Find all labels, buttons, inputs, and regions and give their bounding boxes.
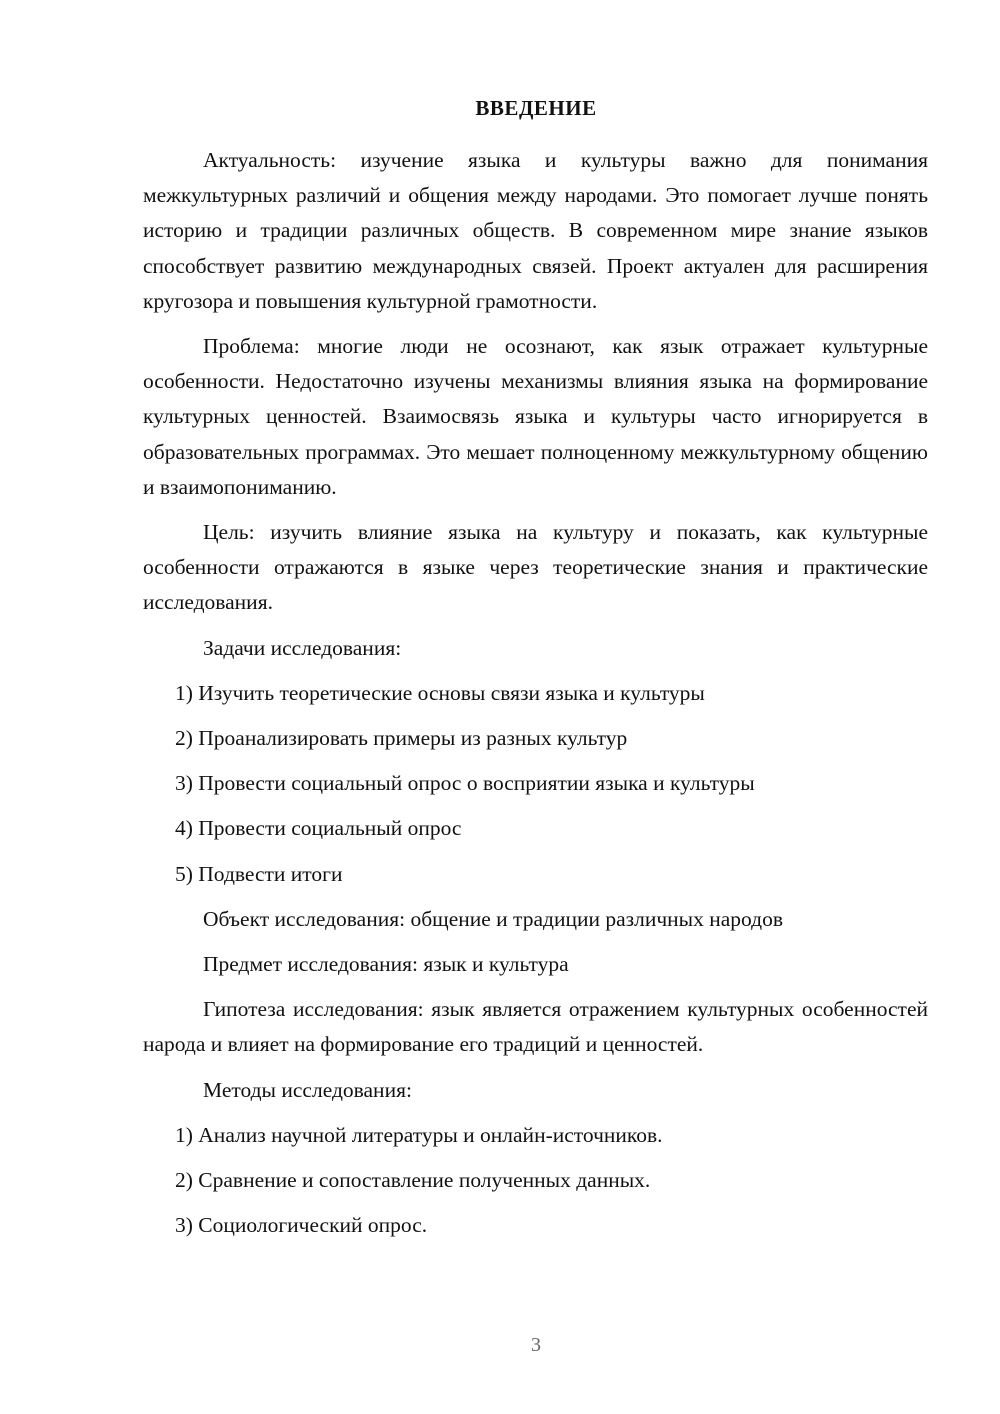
object-line: Объект исследования: общение и традиции различных народов xyxy=(203,906,784,931)
page-number: 3 xyxy=(531,1334,541,1356)
task-item: 3) Провести социальный опрос о восприятии языка и культуры xyxy=(175,771,755,796)
methods-title: Методы исследования: xyxy=(203,1077,412,1102)
task-item: 4) Провести социальный опрос xyxy=(175,816,462,841)
task-item: 5) Подвести итоги xyxy=(175,861,343,886)
tasks-title: Задачи исследования: xyxy=(203,635,402,660)
relevance-paragraph: Актуальность: изучение языка и культуры важно для понимания межкультурных различий и общения между народами. Это помогает лучше понять историю и традиции различных обществ. В современном мире знание языков способствует развитию международных связей. Проект актуален для расширения кругозора и повышения культурной грамотности. xyxy=(143,148,928,313)
method-item: 2) Сравнение и сопоставление полученных данных. xyxy=(175,1168,651,1193)
document-body xyxy=(143,143,928,1253)
tasks-list xyxy=(143,676,928,892)
method-item: 3) Социологический опрос. xyxy=(175,1213,428,1238)
task-item: 1) Изучить теоретические основы связи языка и культуры xyxy=(175,680,705,705)
hypothesis-paragraph: Гипотеза исследования: язык является отражением культурных особенностей народа и влияет на формирование его традиций и ценностей. xyxy=(143,997,928,1057)
methods-list xyxy=(143,1118,928,1244)
task-item: 2) Проанализировать примеры из разных культур xyxy=(175,726,628,751)
goal-paragraph: Цель: изучить влияние языка на культуру и показать, как культурные особенности отражаются в языке через теоретические знания и практические исследования. xyxy=(143,520,928,615)
subject-line: Предмет исследования: язык и культура xyxy=(203,952,569,977)
method-item: 1) Анализ научной литературы и онлайн-источников. xyxy=(175,1122,663,1147)
page-title: ВВЕДЕНИЕ xyxy=(475,96,597,120)
problem-paragraph: Проблема: многие люди не осознают, как язык отражает культурные особенности. Недостаточно изучены механизмы влияния языка на формирование культурных ценностей. Взаимосвязь языка и культуры часто игнорируется в образовательных программах. Это мешает полноценному межкультурному общению и взаимопониманию. xyxy=(143,334,928,499)
